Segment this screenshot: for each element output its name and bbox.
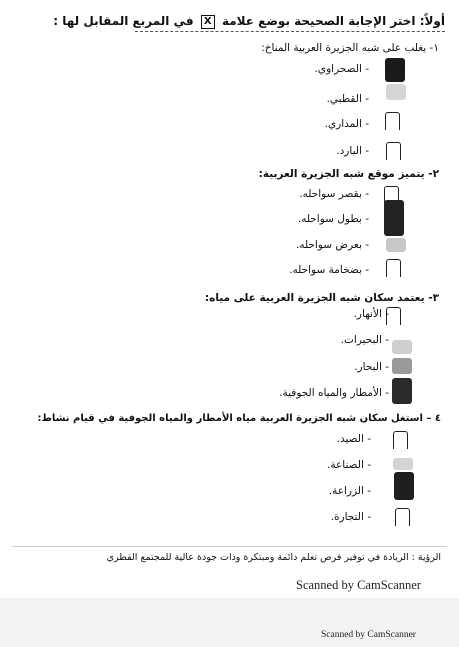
question-2-option-2: - بطول سواحله.	[297, 213, 369, 225]
question-1-option-4: - البارد.	[336, 145, 369, 157]
question-2-stem: ٢- يتميز موقع شبه الجزيرة العربية:	[258, 168, 439, 180]
vision-statement: الرؤية : الريادة في توفير فرص تعلم دائمة ومبتكرة وذات جودة عالية للمجتمع القطري	[106, 552, 441, 563]
answer-scribble	[384, 200, 404, 236]
question-1-stem: ١- يغلب على شبه الجزيرة العربية المناخ:	[261, 42, 439, 54]
question-3-stem: ٣- يعتمد سكان شبه الجزيرة العربية على مياه:	[204, 292, 439, 304]
title-text-end: في المربع المقابل لها :	[53, 14, 194, 28]
question-3-option-4: - الأمطار والمياه الجوفية.	[279, 387, 389, 399]
camscanner-watermark-small: Scanned by CamScanner	[321, 630, 416, 640]
question-4-option-2: - الصناعة.	[327, 459, 371, 471]
question-2-option-4: - بضخامة سواحله.	[289, 264, 369, 276]
footer-divider	[12, 546, 447, 547]
answer-scribble	[385, 58, 405, 82]
answer-scribble	[392, 340, 412, 354]
question-2-option-1: - بقصر سواحله.	[299, 188, 369, 200]
title-underline	[135, 31, 445, 32]
answer-checkbox[interactable]	[386, 142, 401, 160]
answer-scribble	[386, 238, 406, 252]
question-4-option-1: - الصيد.	[336, 433, 371, 445]
title-text-start: أولاً: اختر الإجابة الصحيحة بوضع علامة	[221, 14, 445, 28]
question-3-option-2: - البحيرات.	[340, 334, 389, 346]
answer-scribble	[392, 378, 412, 404]
question-3-option-1: - الأنهار.	[353, 308, 389, 320]
answer-scribble	[394, 472, 414, 500]
question-3-option-3: - البحار.	[354, 361, 389, 373]
question-4-option-4: - التجارة.	[330, 511, 371, 523]
answer-checkbox[interactable]	[393, 431, 408, 449]
x-mark-box: X	[201, 15, 215, 29]
question-2-option-3: - بعرض سواحله.	[295, 239, 369, 251]
camscanner-watermark: Scanned by CamScanner	[296, 578, 421, 592]
question-4-option-3: - الزراعة.	[328, 485, 371, 497]
question-4-stem: ٤ – استغل سكان شبه الجزيرة العربية مياه الأمطار والمياه الجوفية في قيام نشاط:	[37, 413, 441, 424]
answer-checkbox[interactable]	[395, 508, 410, 526]
question-1-option-1: - الصحراوي.	[314, 63, 369, 75]
question-1-option-3: - المداري.	[324, 118, 369, 130]
question-1-option-2: - القطبي.	[326, 93, 369, 105]
answer-checkbox[interactable]	[386, 307, 401, 325]
section-title	[53, 14, 445, 29]
answer-checkbox[interactable]	[385, 112, 400, 130]
answer-scribble	[386, 84, 406, 100]
answer-scribble	[392, 358, 412, 374]
answer-scribble	[393, 458, 413, 470]
answer-checkbox[interactable]	[386, 259, 401, 277]
